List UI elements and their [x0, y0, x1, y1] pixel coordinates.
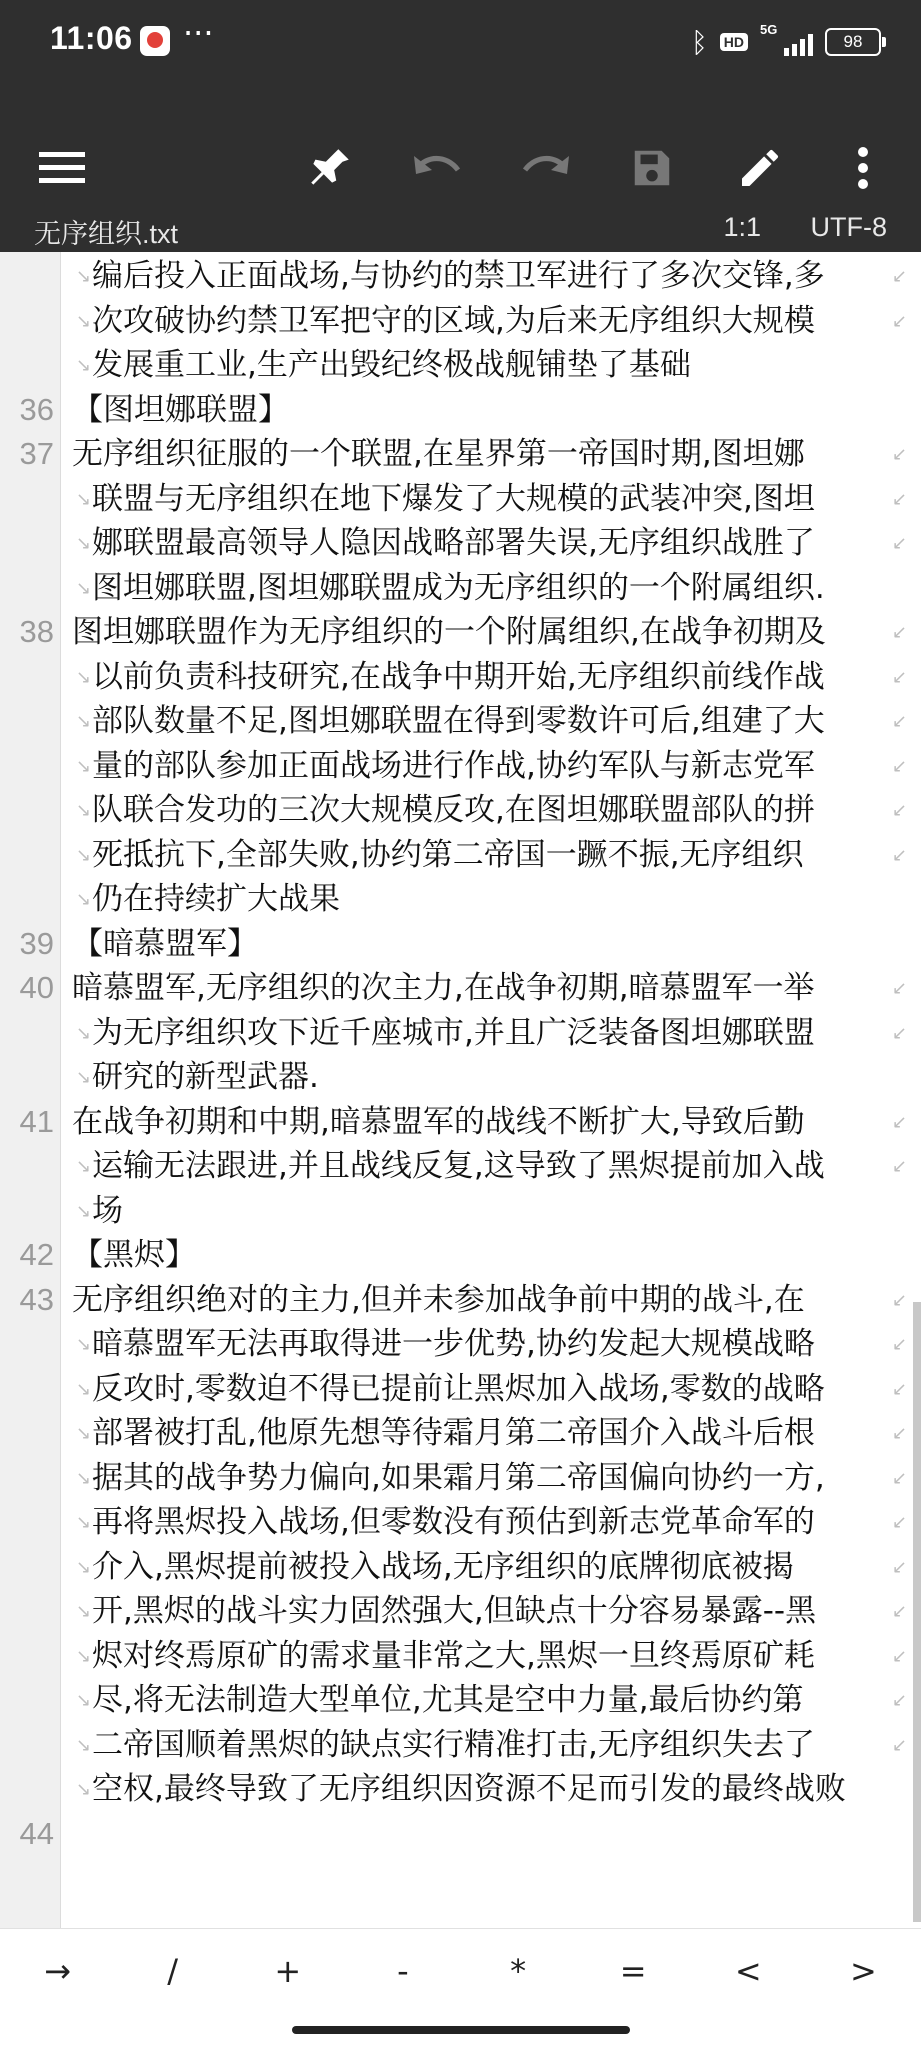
scrollbar[interactable]	[913, 1302, 921, 1922]
line-number: 38	[19, 614, 54, 649]
line-text: 联盟与无序组织在地下爆发了大规模的武装冲突,图坦	[92, 481, 815, 517]
symbol-key-slash[interactable]: /	[167, 1952, 179, 1990]
line-text: 暗慕盟军无法再取得进一步优势,协约发起大规模战略	[92, 1326, 815, 1362]
line-text: 在战争初期和中期,暗慕盟军的战线不断扩大,导致后勤	[72, 1104, 805, 1140]
wrap-indicator-icon: ↙	[891, 1690, 907, 1711]
edit-icon[interactable]	[730, 138, 790, 198]
wrap-continuation-icon: ↘	[76, 1646, 92, 1667]
wrap-indicator-icon: ↙	[891, 978, 907, 999]
line-text: 部署被打乱,他原先想等待霜月第二帝国介入战斗后根	[92, 1415, 815, 1451]
symbol-key-plus[interactable]: +	[274, 1952, 302, 1990]
redo-icon[interactable]	[515, 138, 575, 198]
wrap-indicator-icon: ↙	[891, 266, 907, 287]
editor-line[interactable]	[0, 1367, 921, 1411]
pin-icon[interactable]	[300, 138, 360, 198]
wrap-continuation-icon: ↘	[76, 1423, 92, 1444]
line-number: 41	[19, 1104, 54, 1139]
line-text: 暗慕盟军,无序组织的次主力,在战争初期,暗慕盟军一举	[72, 970, 815, 1006]
editor-line[interactable]	[0, 1055, 921, 1099]
editor-line[interactable]	[0, 521, 921, 565]
wrap-indicator-icon: ↙	[891, 444, 907, 465]
wrap-indicator-icon: ↙	[891, 1334, 907, 1355]
editor-line[interactable]	[0, 744, 921, 788]
line-number: 39	[19, 926, 54, 961]
editor-line[interactable]	[0, 1278, 921, 1322]
wrap-continuation-icon: ↘	[76, 1601, 92, 1622]
battery-icon	[825, 28, 881, 56]
more-notifications-icon: ···	[183, 14, 214, 52]
cursor-position: 1:1	[723, 212, 761, 242]
symbol-key-greater-than[interactable]: >	[850, 1952, 877, 1990]
status-indicators	[691, 24, 881, 60]
editor-line[interactable]	[0, 788, 921, 832]
status-time: 11:06	[50, 20, 133, 56]
editor-line[interactable]	[0, 1456, 921, 1500]
wrap-continuation-icon: ↘	[76, 1334, 92, 1355]
wrap-indicator-icon: ↙	[891, 1512, 907, 1533]
wrap-indicator-icon: ↙	[891, 845, 907, 866]
editor-line[interactable]	[0, 1634, 921, 1678]
editor-line[interactable]	[0, 610, 921, 654]
line-text: 无序组织征服的一个联盟,在星界第一帝国时期,图坦娜	[72, 436, 805, 472]
line-number: 44	[19, 1816, 54, 1851]
editor-line[interactable]	[0, 1767, 921, 1811]
wrap-indicator-icon: ↙	[891, 1735, 907, 1756]
line-number: 36	[19, 392, 54, 427]
symbol-input-bar	[0, 1928, 921, 2013]
wrap-continuation-icon: ↘	[76, 800, 92, 821]
home-indicator[interactable]	[292, 2026, 630, 2034]
line-text: 【黑烬】	[72, 1237, 196, 1273]
wrap-continuation-icon: ↘	[76, 1201, 92, 1222]
wrap-indicator-icon: ↙	[891, 311, 907, 332]
wrap-continuation-icon: ↘	[76, 1023, 92, 1044]
editor-line[interactable]	[0, 299, 921, 343]
menu-icon[interactable]	[32, 138, 92, 198]
wrap-indicator-icon: ↙	[891, 667, 907, 688]
wrap-continuation-icon: ↘	[76, 711, 92, 732]
line-text: 二帝国顺着黑烬的缺点实行精准打击,无序组织失去了	[92, 1727, 815, 1763]
wrap-continuation-icon: ↘	[76, 845, 92, 866]
wrap-indicator-icon: ↙	[891, 1023, 907, 1044]
line-text: 介入,黑烬提前被投入战场,无序组织的底牌彻底被揭	[92, 1549, 794, 1585]
editor-line[interactable]	[0, 343, 921, 387]
editor-line[interactable]	[0, 1678, 921, 1722]
wrap-indicator-icon: ↙	[891, 1646, 907, 1667]
editor-line[interactable]	[0, 388, 921, 432]
editor-line[interactable]	[0, 655, 921, 699]
line-text: 以前负责科技研究,在战争中期开始,无序组织前线作战	[92, 659, 825, 695]
line-text: 【暗慕盟军】	[72, 926, 258, 962]
line-text: 死抵抗下,全部失败,协约第二帝国一蹶不振,无序组织	[92, 837, 804, 873]
wrap-indicator-icon: ↙	[891, 800, 907, 821]
line-text: 无序组织绝对的主力,但并未参加战争前中期的战斗,在	[72, 1282, 805, 1318]
editor-line[interactable]	[0, 477, 921, 521]
line-number: 43	[19, 1282, 54, 1317]
wrap-continuation-icon: ↘	[76, 1735, 92, 1756]
wrap-indicator-icon: ↙	[891, 1557, 907, 1578]
editor-line[interactable]	[0, 966, 921, 1010]
line-text: 烬对终焉原矿的需求量非常之大,黑烬一旦终焉原矿耗	[92, 1638, 815, 1674]
line-text: 图坦娜联盟,图坦娜联盟成为无序组织的一个附属组织.	[92, 570, 825, 606]
file-info-bar	[0, 204, 921, 252]
line-text: 次攻破协约禁卫军把守的区域,为后来无序组织大规模	[92, 303, 815, 339]
line-number: 40	[19, 970, 54, 1005]
status-bar	[0, 0, 921, 86]
wrap-continuation-icon: ↘	[76, 266, 92, 287]
symbol-key-equals[interactable]: =	[619, 1952, 647, 1990]
editor-line[interactable]	[0, 922, 921, 966]
line-text: 运输无法跟进,并且战线反复,这导致了黑烬提前加入战	[92, 1148, 825, 1184]
line-text: 编后投入正面战场,与协约的禁卫军进行了多次交锋,多	[92, 258, 825, 294]
editor-line[interactable]	[0, 877, 921, 921]
wrap-continuation-icon: ↘	[76, 355, 92, 376]
file-encoding[interactable]: UTF-8	[810, 212, 887, 242]
wrap-continuation-icon: ↘	[76, 578, 92, 599]
line-text: 开,黑烬的战斗实力固然强大,但缺点十分容易暴露--黑	[92, 1593, 817, 1629]
symbol-key-less-than[interactable]: <	[734, 1952, 762, 1990]
wrap-indicator-icon: ↙	[891, 711, 907, 732]
line-number: 37	[19, 436, 54, 471]
line-text: 娜联盟最高领导人隐因战略部署失误,无序组织战胜了	[92, 525, 815, 561]
wrap-continuation-icon: ↘	[76, 889, 92, 910]
editor-line[interactable]	[0, 1589, 921, 1633]
wrap-continuation-icon: ↘	[76, 1379, 92, 1400]
wrap-indicator-icon: ↙	[891, 1156, 907, 1177]
wrap-indicator-icon: ↙	[891, 1423, 907, 1444]
signal-icon	[760, 22, 813, 56]
line-text: 场	[92, 1193, 123, 1229]
editor-line[interactable]	[0, 432, 921, 476]
editor-line[interactable]	[0, 1100, 921, 1144]
wrap-continuation-icon: ↘	[76, 1468, 92, 1489]
line-text: 再将黑烬投入战场,但零数没有预估到新志党革命军的	[92, 1504, 815, 1540]
line-text: 据其的战争势力偏向,如果霜月第二帝国偏向协约一方,	[92, 1460, 825, 1496]
wrap-continuation-icon: ↘	[76, 1557, 92, 1578]
symbol-key-minus[interactable]: -	[397, 1952, 409, 1990]
editor-line[interactable]	[0, 1411, 921, 1455]
editor-line[interactable]	[0, 1233, 921, 1277]
editor-line[interactable]	[0, 1011, 921, 1055]
wrap-continuation-icon: ↘	[76, 667, 92, 688]
line-text: 反攻时,零数迫不得已提前让黑烬加入战场,零数的战略	[92, 1371, 825, 1407]
wrap-indicator-icon: ↙	[891, 1290, 907, 1311]
line-text: 发展重工业,生产出毁纪终极战舰铺垫了基础	[92, 347, 691, 383]
line-number: 42	[19, 1237, 54, 1272]
line-text: 图坦娜联盟作为无序组织的一个附属组织,在战争初期及	[72, 614, 826, 650]
line-text: 尽,将无法制造大型单位,尤其是空中力量,最后协约第	[92, 1682, 804, 1718]
wrap-continuation-icon: ↘	[76, 533, 92, 554]
app-notification-icon	[140, 26, 170, 56]
editor-line[interactable]	[0, 833, 921, 877]
wrap-indicator-icon: ↙	[891, 1468, 907, 1489]
symbol-key-asterisk[interactable]: *	[510, 1952, 527, 1990]
editor-line[interactable]	[0, 1545, 921, 1589]
line-text: 空权,最终导致了无序组织因资源不足而引发的最终战败	[92, 1771, 846, 1807]
editor-line[interactable]	[0, 254, 921, 298]
wrap-continuation-icon: ↘	[76, 1067, 92, 1088]
wrap-continuation-icon: ↘	[76, 489, 92, 510]
wrap-indicator-icon: ↙	[891, 1601, 907, 1622]
text-editor[interactable]	[0, 252, 921, 1928]
editor-line[interactable]	[0, 566, 921, 610]
wrap-indicator-icon: ↙	[891, 622, 907, 643]
wrap-continuation-icon: ↘	[76, 311, 92, 332]
wrap-continuation-icon: ↘	[76, 1779, 92, 1800]
wrap-continuation-icon: ↘	[76, 756, 92, 777]
line-text: 仍在持续扩大战果	[92, 881, 340, 917]
bluetooth-icon: ᛒ	[690, 25, 708, 59]
battery-level: 98	[843, 32, 863, 51]
wrap-continuation-icon: ↘	[76, 1156, 92, 1177]
editor-line[interactable]	[0, 1812, 921, 1856]
symbol-key-arrow[interactable]: →	[44, 1952, 71, 1990]
editor-line[interactable]	[0, 1144, 921, 1188]
wrap-indicator-icon: ↙	[891, 756, 907, 777]
hd-badge: HD	[720, 33, 748, 51]
editor-line[interactable]	[0, 699, 921, 743]
editor-line[interactable]	[0, 1189, 921, 1233]
file-name: 无序组织.txt	[34, 219, 179, 249]
line-text: 队联合发功的三次大规模反攻,在图坦娜联盟部队的拼	[92, 792, 815, 828]
save-icon[interactable]	[622, 138, 682, 198]
line-text: 部队数量不足,图坦娜联盟在得到零数许可后,组建了大	[92, 703, 825, 739]
line-text: 为无序组织攻下近千座城市,并且广泛装备图坦娜联盟	[92, 1015, 815, 1051]
line-text: 量的部队参加正面战场进行作战,协约军队与新志党军	[92, 748, 815, 784]
undo-icon[interactable]	[408, 138, 468, 198]
wrap-continuation-icon: ↘	[76, 1512, 92, 1533]
wrap-indicator-icon: ↙	[891, 1112, 907, 1133]
editor-line[interactable]	[0, 1723, 921, 1767]
wrap-indicator-icon: ↙	[891, 489, 907, 510]
more-vert-icon[interactable]	[838, 138, 888, 198]
network-type: 5G	[760, 22, 778, 37]
wrap-indicator-icon: ↙	[891, 1379, 907, 1400]
editor-line[interactable]	[0, 1322, 921, 1366]
wrap-continuation-icon: ↘	[76, 1690, 92, 1711]
line-text: 【图坦娜联盟】	[72, 392, 289, 428]
wrap-indicator-icon: ↙	[891, 533, 907, 554]
line-text: 研究的新型武器.	[92, 1059, 319, 1095]
editor-line[interactable]	[0, 1500, 921, 1544]
